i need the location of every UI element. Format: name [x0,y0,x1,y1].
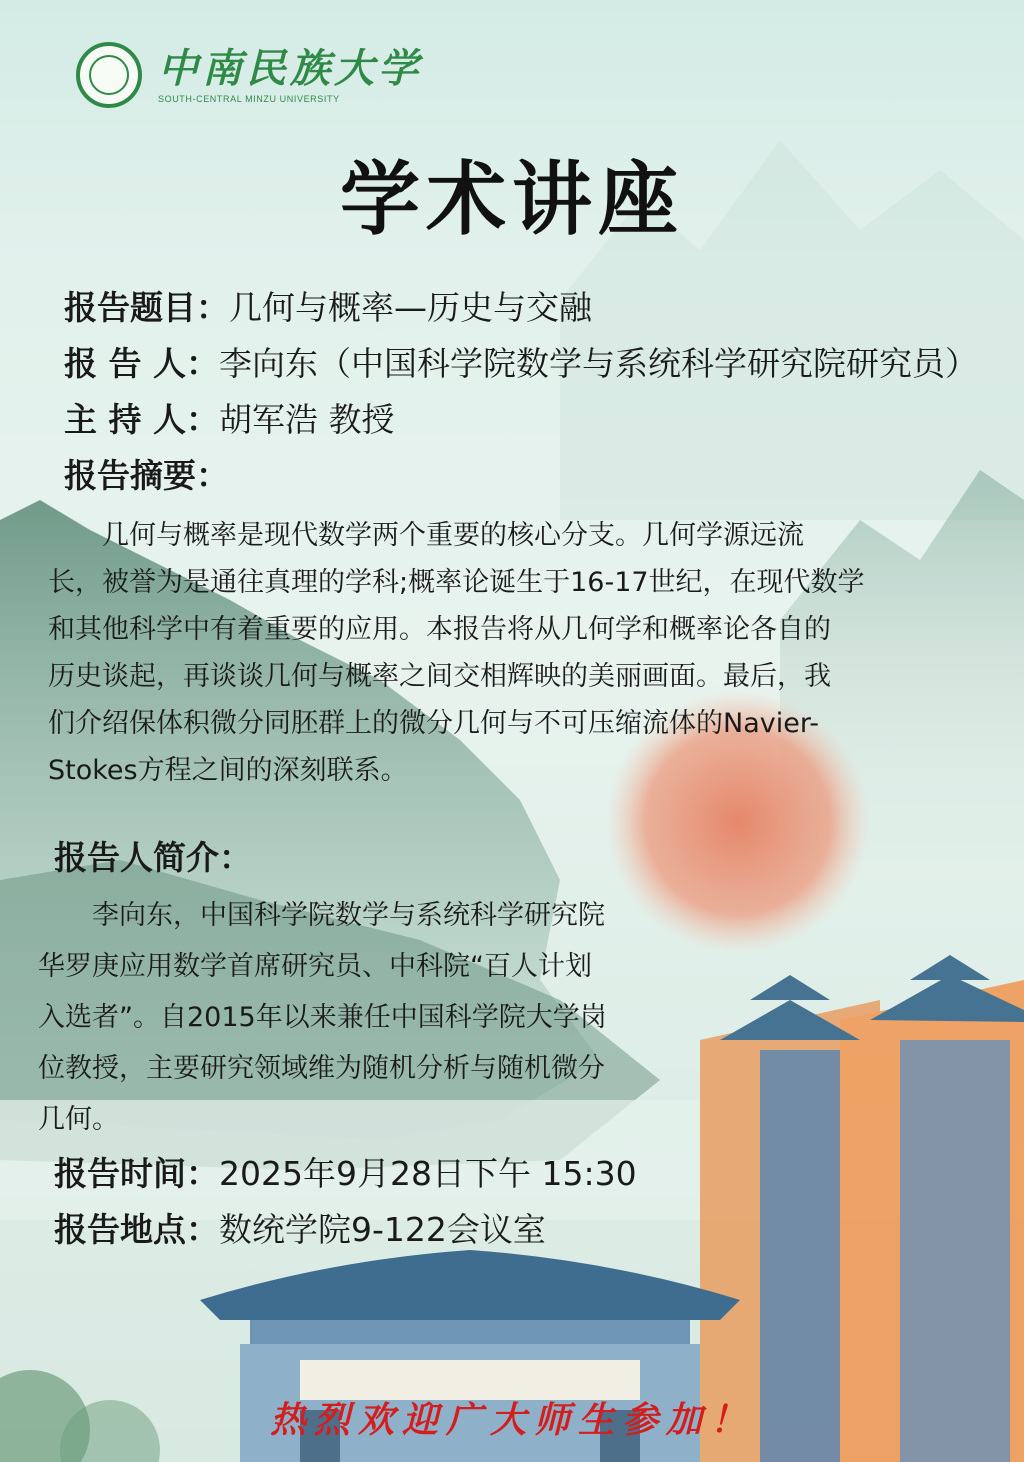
bio-line: 位教授，主要研究领域维为随机分析与随机微分 [38,1053,605,1084]
host-label: 主 持 人： [64,400,219,439]
university-name-en: SOUTH-CENTRAL MINZU UNIVERSITY [158,94,340,104]
bio-label: 报告人简介： [54,838,252,877]
university-name-cn: 中南民族大学 [158,45,422,92]
topic-value: 几何与概率—历史与交融 [229,288,592,327]
abstract-line: Stokes方程之间的深刻联系。 [48,755,408,786]
bio-line: 入选者”。自2015年以来兼任中国科学院大学岗 [38,1002,607,1033]
speaker-label: 报 告 人： [64,344,219,383]
topic-row [64,286,592,330]
time-label: 报告时间： [54,1154,219,1193]
topic-label: 报告题目： [64,288,229,327]
place-label: 报告地点： [54,1210,219,1249]
abstract-row [64,454,229,498]
place-value: 数统学院9-122会议室 [219,1210,546,1249]
place-row [54,1208,546,1252]
page-title: 学术讲座 [340,153,684,246]
host-value: 胡军浩 教授 [218,400,395,439]
welcome-banner: 热烈欢迎广大师生参加！ [269,1399,754,1441]
abstract-line: 历史谈起，再谈谈几何与概率之间交相辉映的美丽画面。最后，我 [48,661,831,692]
time-value: 2025年9月28日下午 15:30 [219,1154,637,1193]
abstract-line: 长，被誉为是通往真理的学科;概率论诞生于16-17世纪，在现代数学 [48,567,865,598]
time-row [54,1152,637,1196]
bio-line: 李向东，中国科学院数学与系统科学研究院 [38,900,605,931]
bio-line: 华罗庚应用数学首席研究员、中科院“百人计划 [38,951,592,982]
abstract-label: 报告摘要： [64,456,229,495]
abstract-line: 们介绍保体积微分同胚群上的微分几何与不可压缩流体的Navier- [48,708,819,739]
host-row [64,398,394,442]
abstract-text [48,512,988,794]
abstract-line: 和其他科学中有着重要的应用。本报告将从几何学和概率论各自的 [48,614,831,645]
bio-line: 几何。 [38,1104,119,1135]
abstract-line: 几何与概率是现代数学两个重要的核心分支。几何学源远流 [48,520,804,551]
speaker-row [64,342,978,386]
university-logo [76,42,422,108]
university-seal-icon [76,42,142,108]
bio-text [38,890,718,1145]
speaker-value: 李向东（中国科学院数学与系统科学研究院研究员） [218,344,978,383]
bio-heading-row [54,836,252,880]
